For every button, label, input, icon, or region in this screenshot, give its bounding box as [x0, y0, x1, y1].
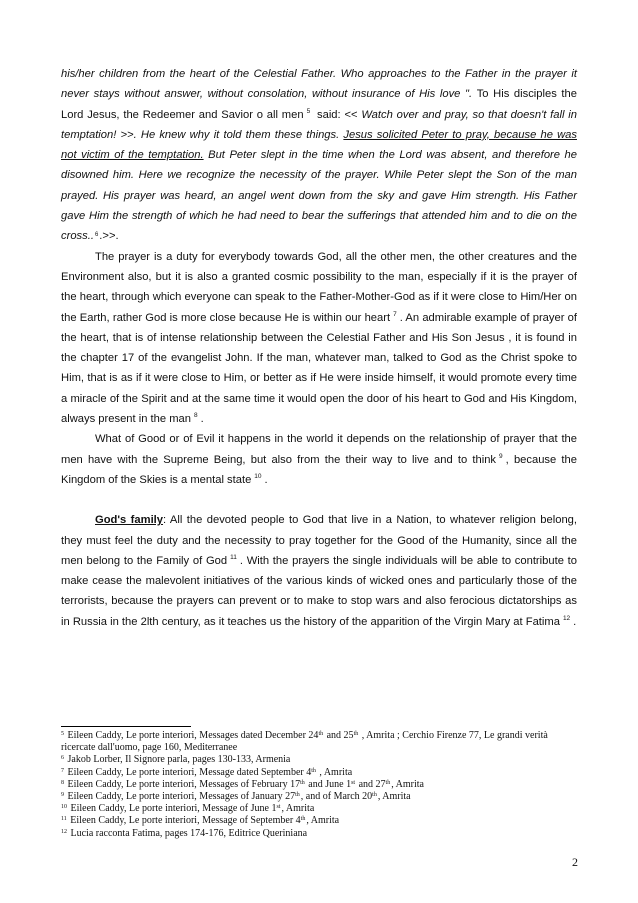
footnotes	[61, 730, 577, 840]
page-number: 2	[572, 855, 578, 869]
footnote: $^7$ Eileen Caddy, Le porte interiori, Message dated September 4th , Amrita	[61, 766, 353, 778]
paragraph-3: What of Good or of Evil it happens in the world it depends on the relationship of prayer that the men have with the Supreme Being, but also from the their way to live and to think $^9$ , because the Kingdom of the Skies is a mental state $^{10}$ .	[61, 433, 577, 486]
footnote-ref-7[interactable]: 7	[393, 310, 397, 318]
footnote-ref-8[interactable]: 8	[193, 412, 198, 420]
footnote-ref-11[interactable]: 11	[230, 553, 237, 561]
paragraph-2: The prayer is a duty for everybody towards God, all the other men, the other creatures and the Environment also, but it is also a granted cosmic possibility to the man, especially if it is the prayer of the heart, through which everyone can speak to the Father-Mother-God as if it were close to Him/Her on the Earth, rather God is more close because He is within our heart $^7$ . An admirable example of prayer of the heart, that is of intense relationship between the Celestial Father and His Son Jesus , it is found in the chapter 17 of the evangelist John. If the man, whatever man, talked to God as the Christ spoke to Him, that is as if it were close to Him, or better as if He were inside himself, it would promote every time a miracle of the Spirit and at the same time it would open the door of his heart to God and His Kingdom, always present in the man $^8$ .	[61, 250, 577, 426]
section-heading: God's family	[95, 514, 164, 527]
footnote: $^6$ Jakob Lorber, Il Signore parla, pages 130-133, Armenia	[61, 754, 291, 766]
footnote: $^{10}$ Eileen Caddy, Le porte interiori, Message of June 1st, Amrita	[61, 803, 315, 815]
footnote-ref-6[interactable]: 6	[94, 232, 99, 239]
footnote-ref-5[interactable]: 5	[306, 107, 311, 115]
footnote: $^{12}$ Lucia racconta Fatima, pages 174-176, Editrice Queriniana	[61, 827, 308, 839]
footnote: $^9$ Eileen Caddy, Le porte interiori, Messages of January 27th, and of March 20th, Amrita	[61, 791, 411, 803]
footnote-separator	[61, 726, 191, 727]
footnote: $^5$ Eileen Caddy, Le porte interiori, Messages dated December 24th and 25th , Amrita ; Cerchio Firenze 77, Le grandi verità ricercate dall'uomo, page 160, Mediterranee	[61, 730, 548, 754]
footnote-ref-9[interactable]: 9	[499, 452, 503, 460]
footnote-ref-10[interactable]: 10	[254, 472, 262, 480]
body-text	[61, 64, 577, 632]
paragraph-4: God's family: All the devoted people to God that live in a Nation, to whatever religion belong, they must feel the duty and the necessity to pray together for the Good of the Humanity, since all the men belong to the Family of God $^{11}$ . With the prayers the single individuals will be able to contribute to make cease the malevolent initiatives of the various kinds of wicked ones and particularly those of the terrorists, because the prayers can prevent or to make to stop wars and also ferocious dictatorships as in Russia in the 2lth century, as it teaches us the history of the apparition of the Virgin Mary at Fatima $^{12}$ .	[61, 514, 577, 628]
footnote-ref-12[interactable]: 12	[562, 614, 571, 622]
paragraph-1: his/her children from the heart of the Celestial Father. Who approaches to the Father in the prayer it never stays without answer, without consolation, without insurance of His love ". To His disciples the Lord Jesus, the Redeemer and Savior o all men $^5$ said: << Watch over and pray, so that doesn't fall in temptation! >>. He knew why it told them these things. Jesus solicited Peter to pray, because he was not victim of the temptation. But Peter slept in the time when the Lord was absent, and therefore he disowned him. Here we recognize the necessity of the prayer. While Peter slept the Son of the man prayed. His prayer was heard, an angel went down from the sky and gave Him strength. His Father gave Him the strength of which he had need to bear the sufferings that attended him and to die on the cross..$^6$.>>.	[61, 68, 577, 243]
footnote: $^8$ Eileen Caddy, Le porte interiori, Messages of February 17th and June 1st and 27th, Amrita	[61, 778, 424, 790]
footnote: $^{11}$ Eileen Caddy, Le porte interiori, Message of September 4th, Amrita	[61, 815, 340, 827]
